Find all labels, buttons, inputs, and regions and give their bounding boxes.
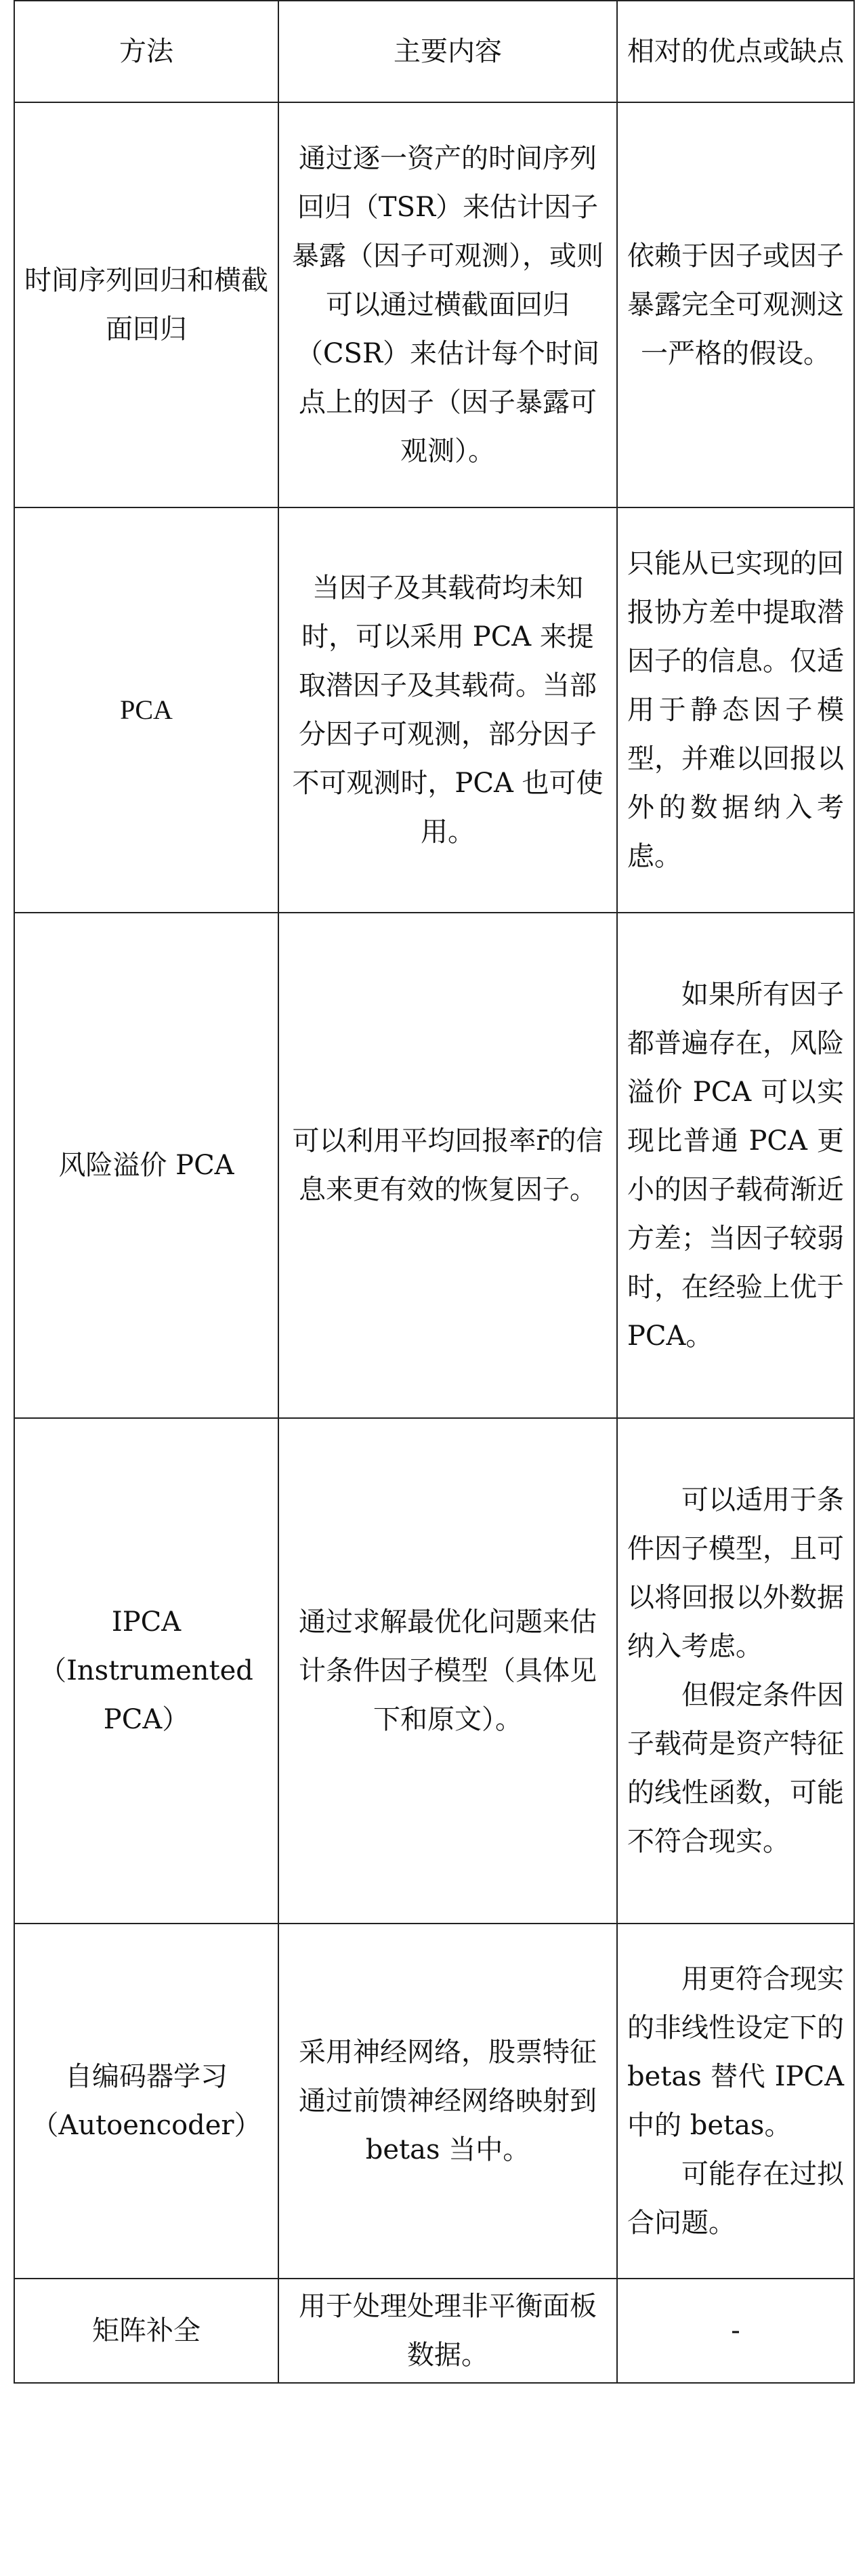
method-cell (14, 2279, 278, 2383)
cons-paragraph: 但假定条件因子载荷是资产特征的线性函数，可能不符合现实。 (627, 1680, 844, 1857)
table-header-row (14, 1, 854, 102)
table-row (14, 2279, 854, 2383)
method-name: 矩阵补全 (92, 2315, 200, 2346)
pros-cons-cell (617, 507, 854, 913)
method-content: 通过求解最优化问题来估计条件因子模型（具体见下和原文）。 (299, 1606, 597, 1735)
table-row (14, 913, 854, 1418)
header-method: 方法 (119, 36, 173, 67)
table-row (14, 102, 854, 507)
pros-cons-cell (617, 102, 854, 507)
method-name-line: IPCA (111, 1606, 182, 1638)
pros-paragraph: 可以适用于条件因子模型，且可以将回报以外数据纳入考虑。 (627, 1484, 844, 1662)
pros-cons-cell (617, 1924, 854, 2279)
method-pros-cons: 如果所有因子都普遍存在，风险溢价 PCA 可以实现比普通 PCA 更小的因子载荷渐近方差；当因子较弱时，在经验上优于 PCA。 (627, 979, 844, 1352)
content-cell (278, 2279, 617, 2383)
pros-cons-cell (617, 913, 854, 1418)
header-cell-content (278, 1, 617, 102)
content-cell (278, 1418, 617, 1924)
method-content: 通过逐一资产的时间序列回归（TSR）来估计因子暴露（因子可观测），或则可以通过横截面回归（CSR）来估计每个时间点上的因子（因子暴露可观测）。 (292, 143, 604, 467)
header-cell-pros-cons (617, 1, 854, 102)
methods-comparison-table (14, 0, 855, 2384)
table-row (14, 507, 854, 913)
content-cell (278, 1924, 617, 2279)
method-content: 采用神经网络，股票特征通过前馈神经网络映射到 betas 当中。 (299, 2037, 597, 2165)
method-pros-cons: - (731, 2315, 740, 2346)
method-cell (14, 507, 278, 913)
content-cell (278, 507, 617, 913)
method-content: 当因子及其载荷均未知时，可以采用 PCA 来提取潜因子及其载荷。当部分因子可观测，部分因子不可观测时，PCA 也可使用。 (292, 573, 604, 848)
method-pros-cons (618, 1955, 853, 2247)
method-name: 时间序列回归和横截面回归 (24, 265, 268, 345)
method-name: 风险溢价 PCA (58, 1150, 234, 1181)
pros-cons-cell (617, 1418, 854, 1924)
table-row (14, 1418, 854, 1924)
header-content: 主要内容 (394, 36, 502, 67)
pros-cons-cell (617, 2279, 854, 2383)
method-cell (14, 1418, 278, 1924)
method-name: PCA (120, 694, 173, 725)
content-cell (278, 913, 617, 1418)
cons-paragraph: 可能存在过拟合问题。 (627, 2159, 844, 2239)
header-pros-cons: 相对的优点或缺点 (627, 36, 844, 67)
method-content: 用于处理处理非平衡面板数据。 (299, 2291, 597, 2371)
method-pros-cons: 依赖于因子或因子暴露完全可观测这一严格的假设。 (627, 241, 844, 369)
method-name-line: 自编码器学习 (65, 2061, 228, 2092)
method-name-line: （Instrumented (39, 1655, 253, 1686)
method-cell (14, 913, 278, 1418)
method-pros-cons (618, 1476, 853, 1866)
method-name-line: PCA） (103, 1704, 190, 1735)
table-row (14, 1924, 854, 2279)
method-name (15, 1598, 278, 1744)
method-cell (14, 1924, 278, 2279)
method-name-line: （Autoencoder） (31, 2110, 261, 2141)
method-pros-cons: 只能从已实现的回报协方差中提取潜因子的信息。仅适用于静态因子模型，并难以回报以外的数据纳入考虑。 (627, 548, 844, 872)
method-content: 可以利用平均回报率r̄的信息来更有效的恢复因子。 (292, 1125, 604, 1205)
content-cell (278, 102, 617, 507)
header-cell-method (14, 1, 278, 102)
method-name (15, 2052, 278, 2150)
pros-paragraph: 用更符合现实的非线性设定下的 betas 替代 IPCA 中的 betas。 (627, 1964, 844, 2141)
method-cell (14, 102, 278, 507)
